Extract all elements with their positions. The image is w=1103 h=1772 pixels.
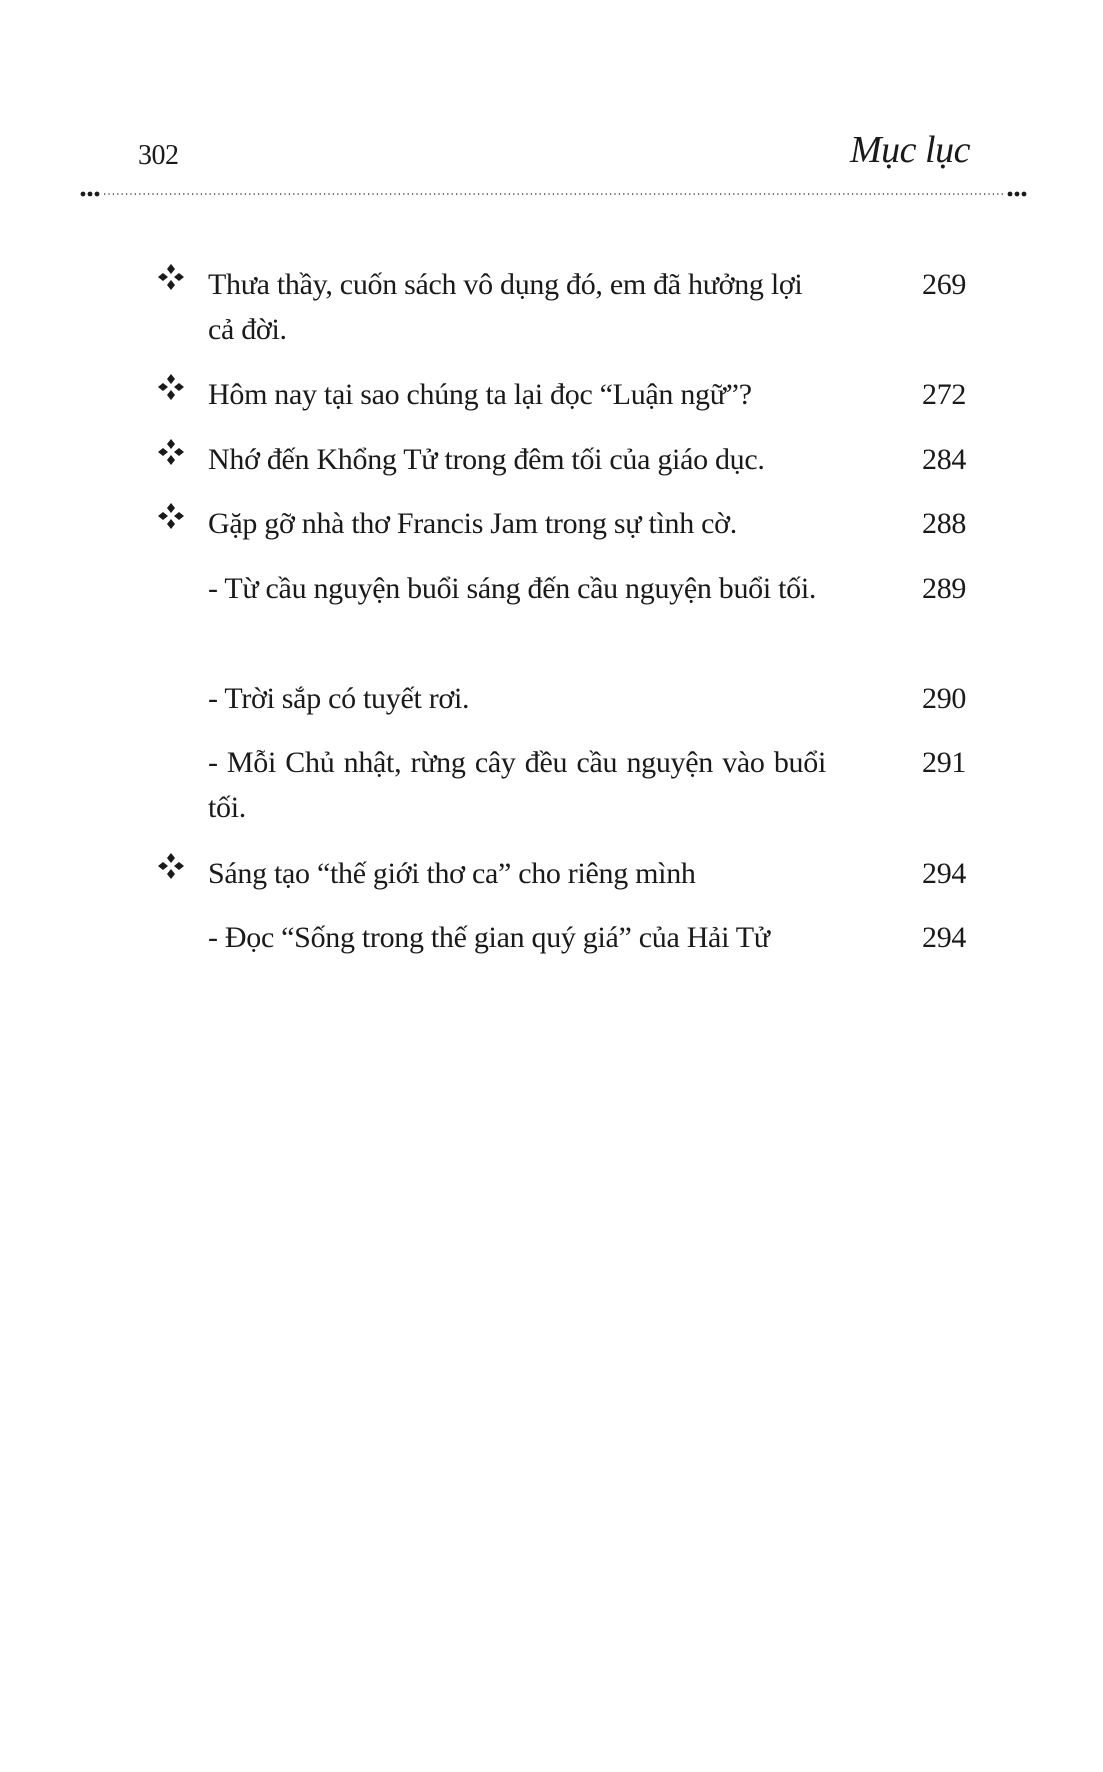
- toc-subentry[interactable]: [0, 676, 1103, 740]
- table-of-contents: [0, 262, 1103, 965]
- toc-entry-page: 288: [922, 507, 967, 540]
- toc-entry-page: 290: [922, 682, 967, 715]
- toc-entry[interactable]: [0, 437, 1103, 501]
- toc-entry[interactable]: [0, 372, 1103, 437]
- toc-entry-title: - Trời sắp có tuyết rơi.: [208, 682, 470, 715]
- toc-entry-title: Thưa thầy, cuốn sách vô dụng đó, em đã hưởng lợi cả đời.: [208, 268, 803, 346]
- toc-entry-page: 284: [922, 443, 967, 476]
- toc-entry-page: 294: [922, 857, 967, 890]
- diamond-bullet-icon: [158, 853, 184, 879]
- toc-subentry[interactable]: [0, 915, 1103, 965]
- diamond-bullet-icon: [158, 439, 184, 465]
- toc-entry-title: Hôm nay tại sao chúng ta lại đọc “Luận ngữ”?: [208, 378, 752, 411]
- toc-entry-page: 269: [922, 268, 967, 301]
- toc-entry-page: 294: [922, 921, 967, 954]
- toc-entry-page: 289: [922, 572, 967, 605]
- toc-entry-title: Nhớ đến Khổng Tử trong đêm tối của giáo dục.: [208, 443, 765, 476]
- diamond-bullet-icon: [158, 374, 184, 400]
- toc-entry-title: Gặp gỡ nhà thơ Francis Jam trong sự tình cờ.: [208, 507, 737, 540]
- page-number: 302: [138, 140, 179, 171]
- toc-entry-page: 291: [922, 746, 967, 779]
- toc-entry[interactable]: [0, 262, 1103, 372]
- toc-subentry[interactable]: [0, 566, 1103, 676]
- dotted-divider: [80, 191, 1030, 197]
- toc-entry-title: - Từ cầu nguyện buổi sáng đến cầu nguyện buổi tối.: [208, 572, 817, 605]
- diamond-bullet-icon: [158, 503, 184, 529]
- section-title: Mục lục: [850, 129, 970, 171]
- toc-entry-title: - Mỗi Chủ nhật, rừng cây đều cầu nguyện vào buổi tối.: [208, 746, 826, 824]
- toc-entry-page: 272: [922, 378, 967, 411]
- toc-subentry[interactable]: [0, 740, 1103, 851]
- diamond-bullet-icon: [158, 264, 184, 290]
- toc-entry[interactable]: [0, 501, 1103, 566]
- toc-entry-title: Sáng tạo “thế giới thơ ca” cho riêng mình: [208, 857, 696, 890]
- toc-entry-title: - Đọc “Sống trong thế gian quý giá” của Hải Tử: [208, 921, 770, 954]
- page-header: [0, 0, 1103, 210]
- toc-entry[interactable]: [0, 851, 1103, 915]
